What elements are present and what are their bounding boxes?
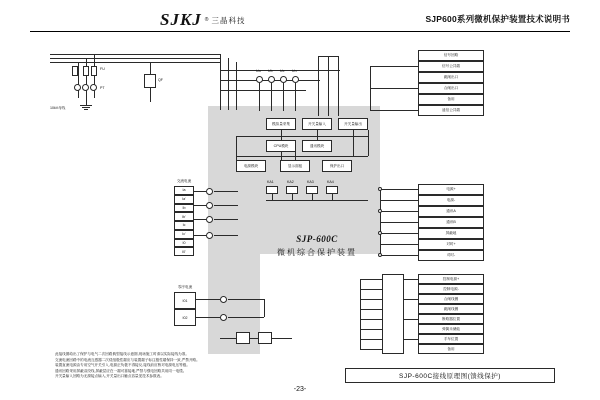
vt-label-ua: Ua: [256, 69, 261, 73]
lower-relay-1: [236, 332, 250, 344]
right-mid-row-6: 对时-: [418, 250, 484, 261]
relay-label-ka4: KA4: [327, 180, 334, 184]
relay-label-ka2: KA2: [287, 180, 294, 184]
rm-terminal-3: [378, 253, 382, 257]
vt-down-2: [271, 83, 272, 111]
pt-neutral: [86, 91, 87, 105]
internal-left-rail: [236, 136, 237, 160]
vt-coil-4: [292, 76, 299, 83]
block-do: 开关量输出: [338, 118, 368, 130]
note-3: 通讯回路采用屏蔽双绞线,屏蔽层应在一端可靠接地,严禁与强电回路共用同一电缆。: [55, 368, 187, 373]
right-feed-1: [318, 56, 319, 116]
rm-terminal-1: [378, 209, 382, 213]
block-comm: 通讯模块: [302, 140, 332, 152]
pt-coil-b: [82, 84, 89, 91]
pt-coil-a: [74, 84, 81, 91]
right-mid-row-5: 对时+: [418, 239, 484, 250]
internal-tie-b: [317, 130, 318, 140]
block-cpu: CPU模块: [266, 140, 296, 152]
internal-bus-2: [236, 156, 368, 157]
internal-bus-1: [236, 136, 368, 137]
relay-ka1: [266, 186, 278, 194]
lower-relay-wire-2: [250, 338, 258, 339]
internal-tie-c: [353, 130, 354, 156]
company-logo: [160, 10, 245, 30]
ct-out-c: [214, 219, 238, 220]
vt-label-uc: Uc: [280, 69, 285, 73]
right-mid-row-3: 通讯B: [418, 217, 484, 228]
device-model: SJP-600C: [296, 234, 338, 244]
left-term-4: Ic: [174, 221, 194, 230]
right-low-row-7: 备用: [418, 344, 484, 354]
device-body-shade-lower: [208, 254, 260, 354]
left-term-2: Ib: [174, 204, 194, 213]
schematic-canvas: [30, 36, 570, 356]
bus-line-1: [50, 54, 220, 55]
right-low-row-2: 合闸线圈: [418, 294, 484, 304]
lower-relay-wire-1: [220, 338, 236, 339]
right-top-row-4: 备用: [418, 94, 484, 105]
rm-terminal-2: [378, 231, 382, 235]
pt-ground-3: [84, 109, 88, 110]
right-low-row-6: 手车位置: [418, 334, 484, 344]
relay-label-ka3: KA3: [307, 180, 314, 184]
ct-out-b: [214, 205, 238, 206]
top-tie-3: [220, 90, 306, 91]
right-top-row-1: 信号公共端: [418, 61, 484, 72]
rm-terminal-0: [378, 187, 382, 191]
internal-right-rail: [368, 130, 369, 156]
vt-down-4: [295, 83, 296, 111]
bus-label: 10kV母线: [50, 106, 66, 110]
rm-bus: [380, 189, 381, 255]
ct-wire-a: [194, 191, 206, 192]
vt-coil-3: [280, 76, 287, 83]
lower-relay-wire-3: [272, 338, 292, 339]
rl-out-2: [404, 319, 418, 320]
pt-coil-c: [90, 84, 97, 91]
pt-label: PT: [100, 86, 105, 90]
lower-relay-2: [258, 332, 272, 344]
ct-wire-c: [194, 219, 206, 220]
pt-ground-2: [82, 107, 90, 108]
feed-v1: [220, 54, 221, 110]
page-number: -23-: [293, 386, 307, 393]
rm-wire-3: [380, 222, 418, 223]
left-term-1: Ia': [174, 195, 194, 204]
ct-a: [206, 188, 213, 195]
block-display: 显示面板: [280, 160, 310, 172]
ct-b: [206, 202, 213, 209]
ct-out-a: [214, 191, 238, 192]
vt-down-1: [259, 83, 260, 111]
rl-out-1: [404, 299, 418, 300]
rt-bus: [370, 66, 371, 110]
zero-out-2: [228, 317, 264, 318]
ct-wire-b: [194, 205, 206, 206]
zero-ct-2: [220, 314, 227, 321]
logo-company-name: 三晶科技: [211, 15, 246, 25]
rl-out-3: [404, 339, 418, 340]
document-title: SJP600系列微机保护装置技术说明书: [425, 14, 570, 24]
relay-ka2: [286, 186, 298, 194]
vt-coil-1: [256, 76, 263, 83]
zero-out-1: [228, 299, 264, 300]
left-term-7: I0': [174, 247, 194, 256]
rm-wire-1: [380, 200, 418, 201]
breaker-symbol: [144, 74, 156, 88]
zero-tie: [264, 299, 265, 317]
relay-common-rail: [266, 200, 368, 201]
block-protect: 保护出口: [322, 160, 352, 172]
ct-wire-0: [194, 235, 206, 236]
device-title-block: [262, 234, 372, 258]
block-di: 开关量输入: [302, 118, 332, 130]
right-top-row-5: 遥信公共端: [418, 105, 484, 116]
left-lower-title: 零序电流: [177, 285, 193, 289]
right-low-terminal-strip: [382, 274, 404, 354]
zero-ct-1: [220, 296, 227, 303]
vt-label-un: Un: [292, 69, 297, 73]
left-term-0: Ia: [174, 186, 194, 195]
relay-drop-1: [272, 194, 273, 200]
ct-0: [206, 232, 213, 239]
note-0: 此接线图给出了保护与电气二次回路典型接线示意图,现场施工时请以实际接线为准。: [55, 352, 189, 356]
note-4: 开关量输入回路为无源接点输入,开关量出口触点容量见技术参数表。: [55, 374, 164, 379]
ct-c: [206, 216, 213, 223]
relay-drop-2: [292, 194, 293, 200]
pt-ground-1: [80, 105, 92, 106]
right-feed-2: [328, 56, 329, 116]
internal-tie-e: [295, 152, 296, 160]
rl-wire-0: [360, 279, 382, 280]
right-low-row-1: 控制电源-: [418, 284, 484, 294]
left-term-3: Ib': [174, 212, 194, 221]
rl-wire-3: [360, 309, 382, 310]
relay-drop-3: [312, 194, 313, 200]
relay-ka4: [326, 186, 338, 194]
figure-caption: SJP-600C接线原理图(馈线保护): [345, 368, 555, 383]
right-mid-row-0: 电源+: [418, 184, 484, 195]
relay-label-ka1: KA1: [267, 180, 274, 184]
rt-wire-1: [370, 88, 418, 89]
internal-tie-d: [281, 152, 282, 160]
notes-block: [55, 352, 305, 380]
page-header: [30, 10, 570, 32]
ct-out-0: [214, 235, 238, 236]
bus-line-3: [50, 62, 220, 63]
relay-drop-4: [332, 194, 333, 200]
internal-tie-a: [281, 130, 282, 140]
rt-wire-0: [370, 66, 418, 67]
block-power: 电源模块: [236, 160, 266, 172]
rl-out-0: [404, 279, 418, 280]
pt-drop-a: [78, 62, 79, 98]
left-term-6: I0: [174, 239, 194, 248]
device-name: 微机综合保护装置: [277, 248, 357, 257]
left-terminal-title: 交流电流: [176, 179, 192, 183]
rl-wire-7: [360, 349, 382, 350]
rt-wire-2: [370, 110, 418, 111]
rm-wire-6: [380, 255, 418, 256]
logo-mark: SJKJ: [160, 10, 202, 29]
left-lower-row-0: I01: [174, 292, 196, 309]
right-mid-row-4: 屏蔽地: [418, 228, 484, 239]
fuse-a: [72, 66, 78, 76]
vt-coil-2: [268, 76, 275, 83]
rl-bus: [360, 279, 361, 349]
rl-wire-5: [360, 329, 382, 330]
rm-wire-4: [380, 233, 418, 234]
right-feed-tie: [318, 56, 338, 57]
rl-wire-4: [360, 319, 382, 320]
fuse-c: [91, 66, 97, 76]
right-low-row-3: 跳闸线圈: [418, 304, 484, 314]
feed-v2: [228, 58, 229, 110]
bus-line-2: [50, 58, 220, 59]
zero-wire-2: [196, 317, 220, 318]
logo-registered-icon: ®: [204, 17, 209, 23]
right-feed-3: [338, 56, 339, 116]
right-top-row-0: 信号回路: [418, 50, 484, 61]
right-mid-row-1: 电源-: [418, 195, 484, 206]
relay-ka3: [306, 186, 318, 194]
rl-wire-6: [360, 339, 382, 340]
block-ai: 模拟量采集: [266, 118, 296, 130]
note-1: 交流电流回路中的电流互感器二次绕组极性端应与装置端子标注极性端保持一致,严禁开路。: [55, 357, 200, 362]
left-term-5: Ic': [174, 230, 194, 239]
left-lower-row-1: I02: [174, 309, 196, 326]
rl-wire-2: [360, 299, 382, 300]
rm-wire-0: [380, 189, 418, 190]
rm-wire-2: [380, 211, 418, 212]
vt-label-ub: Ub: [268, 69, 273, 73]
vt-down-3: [283, 83, 284, 111]
breaker-label: QF: [158, 78, 163, 82]
right-top-row-2: 跳闸出口: [418, 72, 484, 83]
rl-wire-1: [360, 289, 382, 290]
right-mid-row-2: 通讯A: [418, 206, 484, 217]
right-low-row-5: 弹簧未储能: [418, 324, 484, 334]
zero-wire-1: [196, 299, 220, 300]
header-divider: [30, 31, 570, 32]
rm-wire-5: [380, 244, 418, 245]
right-top-row-3: 合闸出口: [418, 83, 484, 94]
pt-drop-c: [94, 54, 95, 98]
right-low-row-4: 断路器位置: [418, 314, 484, 324]
note-2: 装置直流电源由专用空气开关引入,电源正负极不得接反,接线前应核对电源电压等级。: [55, 363, 190, 368]
fuse-b: [83, 66, 89, 76]
right-low-row-0: 控制电源+: [418, 274, 484, 284]
fuse-label: FU: [100, 67, 105, 71]
